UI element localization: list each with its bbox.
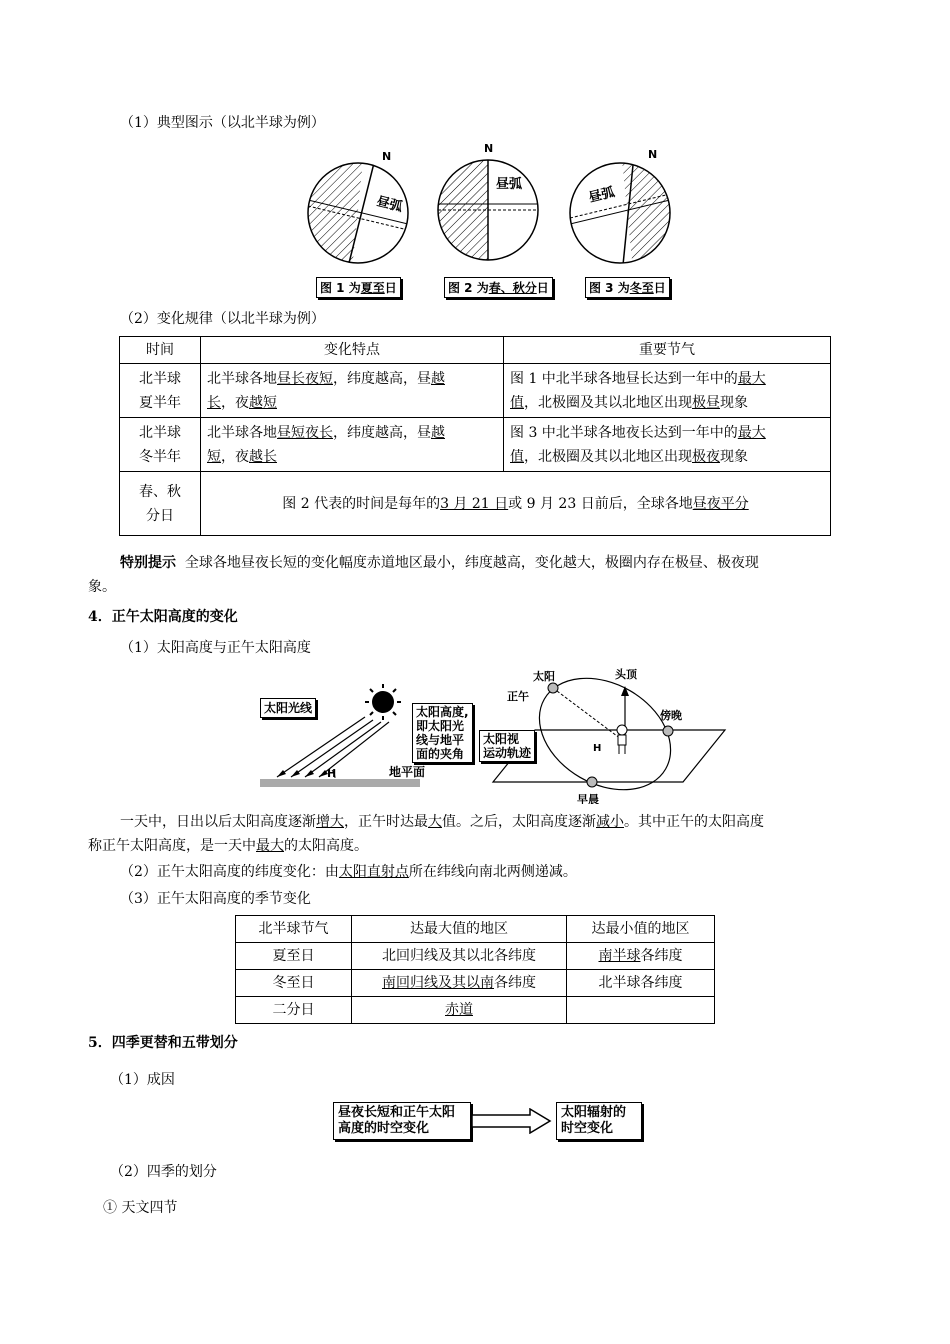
section-4-sub3: （3）正午太阳高度的季节变化 — [120, 891, 311, 907]
special-tip-continuation: 象。 — [88, 579, 116, 595]
section-5-sub2: （2）四季的划分 — [110, 1164, 217, 1180]
section-heading-typical-diagram: （1）典型图示（以北半球为例） — [120, 115, 325, 131]
cause-box: 昼夜长短和正午太阳 高度的时空变化 — [333, 1102, 471, 1140]
noon-label: 正午 — [507, 690, 529, 703]
table-row: 冬至日 南回归线及其以南各纬度 北半球各纬度 — [236, 970, 715, 997]
sun-label: 太阳 — [533, 670, 555, 683]
dusk-label: 傍晚 — [660, 709, 682, 722]
result-box: 太阳辐射的 时空变化 — [556, 1102, 642, 1140]
flow-arrow-icon — [470, 1108, 552, 1134]
section-5-title: 5．四季更替和五带划分 — [88, 1035, 238, 1051]
angle-h-label-left: H — [327, 767, 337, 780]
special-tip-label: 特别提示 — [120, 555, 176, 571]
sunray-label-box: 太阳光线 — [260, 698, 316, 718]
section-5-sub1: （1）成因 — [110, 1072, 175, 1088]
apparent-path-label-box: 太阳视 运动轨迹 — [479, 730, 535, 762]
section-4-sub2: （2）正午太阳高度的纬度变化：由太阳直射点所在纬线向南北两侧递减。 — [120, 864, 577, 880]
noon-altitude-season-table — [235, 915, 715, 1024]
section-4-sub1: （1）太阳高度与正午太阳高度 — [120, 640, 311, 656]
globe-2-north: N — [484, 142, 494, 155]
sun-icon — [365, 684, 401, 720]
morning-label: 早晨 — [577, 793, 599, 804]
section-4-title: 4．正午太阳高度的变化 — [88, 609, 238, 625]
section-5-sub2-item1: ① 天文四节 — [103, 1200, 178, 1216]
globe-1-arc-label: 昼弧 — [375, 194, 404, 216]
table-header: 时间 — [120, 337, 201, 364]
globe-3-arc-label: 昼弧 — [587, 185, 617, 206]
table-row: 春、秋 分日 图 2 代表的时间是每年的3 月 21 日或 9 月 23 日前后，全球各地昼夜平分 — [120, 472, 831, 536]
table-header: 重要节气 — [504, 337, 831, 364]
globe-2-arc-label: 昼弧 — [496, 177, 523, 192]
caption-figure-3: 图 3 为冬至日 — [585, 277, 670, 298]
globe-3-north: N — [648, 148, 658, 161]
globe-3 — [570, 140, 685, 290]
globe-1-north: N — [382, 150, 392, 163]
zenith-label: 头顶 — [615, 668, 637, 681]
table-row: 北半球 夏半年 北半球各地昼长夜短，纬度越高，昼越 长，夜越短 图 1 中北半球各地昼长达到一年中的最大 值，北极圈及其以北地区出现极昼现象 — [120, 364, 831, 418]
table-header: 变化特点 — [201, 337, 504, 364]
globe-2 — [430, 140, 538, 290]
section-heading-change-pattern: （2）变化规律（以北半球为例） — [120, 311, 325, 327]
table-header: 北半球节气 — [236, 916, 352, 943]
table-header: 达最小值的地区 — [567, 916, 715, 943]
table-header: 达最大值的地区 — [352, 916, 567, 943]
table-row: 二分日 赤道 — [236, 997, 715, 1024]
table-row: 北半球 冬半年 北半球各地昼短夜长，纬度越高，昼越 短，夜越长 图 3 中北半球各地夜长达到一年中的最大 值，北极圈及其以北地区出现极夜现象 — [120, 418, 831, 472]
angle-h-label-right: H — [593, 743, 602, 754]
caption-figure-2: 图 2 为春、秋分日 — [444, 277, 553, 298]
table-row: 夏至日 北回归线及其以北各纬度 南半球各纬度 — [236, 943, 715, 970]
day-night-table — [119, 336, 831, 536]
solar-altitude-definition-box: 太阳高度, 即太阳光 线与地平 面的夹角 — [412, 703, 473, 763]
special-tip: 特别提示 全球各地昼夜长短的变化幅度赤道地区最小，纬度越高，变化越大，极圈内存在极昼、极夜现 — [120, 555, 759, 571]
person-icon — [617, 725, 627, 754]
ground-label: 地平面 — [389, 765, 426, 779]
solar-altitude-paragraph-line1: 一天中，日出以后太阳高度逐渐增大，正午时达最大值。之后，太阳高度逐渐减小。其中正午的太阳高度 — [120, 814, 764, 830]
solar-altitude-paragraph-line2: 称正午太阳高度，是一天中最大的太阳高度。 — [88, 838, 368, 854]
caption-figure-1: 图 1 为夏至日 — [316, 277, 401, 298]
